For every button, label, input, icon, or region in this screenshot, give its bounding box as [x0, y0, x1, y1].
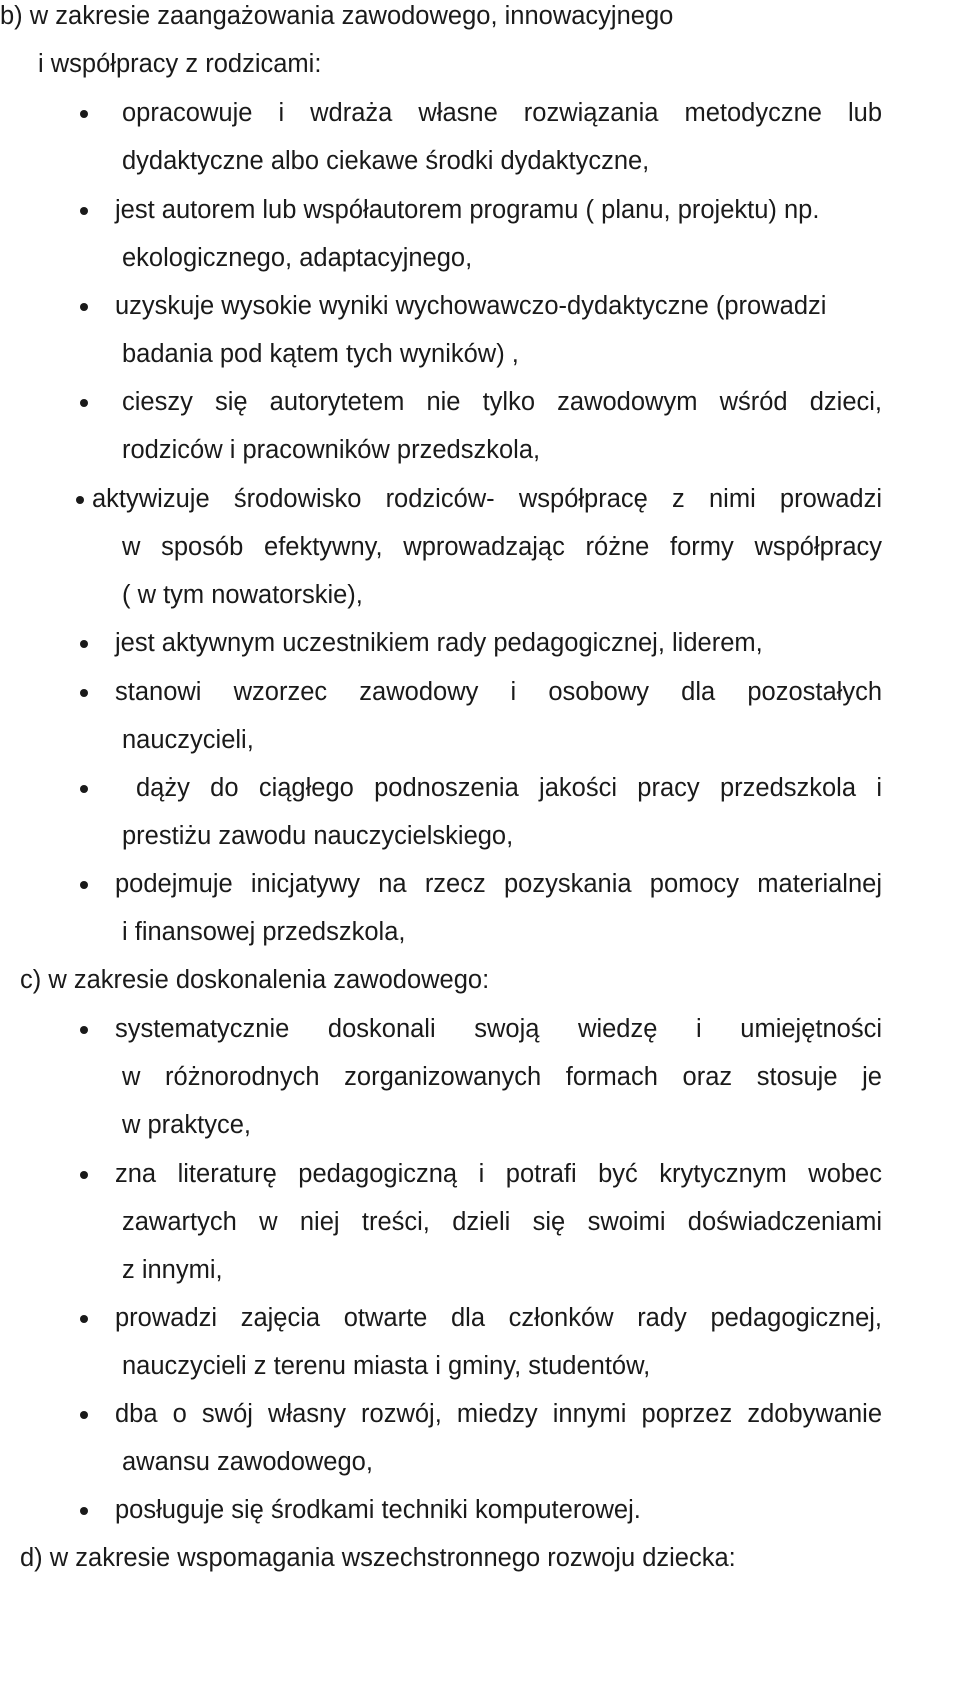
list-item-line: zawartych w niej treści, dzieli się swoimi doświadczeniami	[122, 1208, 882, 1236]
bullet-icon	[80, 1507, 88, 1515]
bullet-icon	[80, 207, 88, 215]
list-item-line: jest aktywnym uczestnikiem rady pedagogicznej, liderem,	[115, 629, 763, 657]
list-item-line: w praktyce,	[122, 1111, 251, 1139]
list-item-line: uzyskuje wysokie wyniki wychowawczo-dydaktyczne (prowadzi	[115, 292, 827, 320]
list-item-line: prestiżu zawodu nauczycielskiego,	[122, 822, 514, 850]
bullet-icon	[80, 110, 88, 118]
bullet-icon	[80, 1315, 88, 1323]
list-item-line: podejmuje inicjatywy na rzecz pozyskania pomocy materialnej	[115, 870, 882, 898]
list-item-line: w różnorodnych zorganizowanych formach oraz stosuje je	[122, 1063, 882, 1091]
bullet-icon	[80, 1026, 88, 1034]
list-item-line: posługuje się środkami techniki komputerowej.	[115, 1496, 641, 1524]
list-item-line: w sposób efektywny, wprowadzając różne formy współpracy	[122, 533, 882, 561]
bullet-icon	[80, 785, 88, 793]
bullet-icon	[76, 496, 84, 504]
list-item-line: awansu zawodowego,	[122, 1448, 373, 1476]
list-item-line: i finansowej przedszkola,	[122, 918, 406, 946]
list-item-line: dydaktyczne albo ciekawe środki dydaktyczne,	[122, 147, 650, 175]
list-item-line: ekologicznego, adaptacyjnego,	[122, 244, 473, 272]
section-c-heading: c) w zakresie doskonalenia zawodowego:	[20, 966, 490, 994]
section-b-heading-line-1: b) w zakresie zaangażowania zawodowego, innowacyjnego	[0, 2, 674, 30]
list-item-line: ( w tym nowatorskie),	[122, 581, 363, 609]
bullet-icon	[80, 1411, 88, 1419]
list-item-line: rodziców i pracowników przedszkola,	[122, 436, 541, 464]
list-item-line: opracowuje i wdraża własne rozwiązania metodyczne lub	[122, 99, 882, 127]
bullet-icon	[80, 689, 88, 697]
list-item-line: dba o swój własny rozwój, miedzy innymi poprzez zdobywanie	[115, 1400, 882, 1428]
section-b-heading-line-2: i współpracy z rodzicami:	[38, 50, 322, 78]
list-item-line: cieszy się autorytetem nie tylko zawodowym wśród dzieci,	[122, 388, 882, 416]
section-d-heading: d) w zakresie wspomagania wszechstronnego rozwoju dziecka:	[20, 1544, 736, 1572]
list-item-line: z innymi,	[122, 1256, 223, 1284]
list-item-line: aktywizuje środowisko rodziców- współpracę z nimi prowadzi	[92, 485, 882, 513]
list-item-line: systematycznie doskonali swoją wiedzę i umiejętności	[115, 1015, 882, 1043]
bullet-icon	[80, 1171, 88, 1179]
list-item-line: dąży do ciągłego podnoszenia jakości pracy przedszkola i	[136, 774, 882, 802]
bullet-icon	[80, 640, 88, 648]
list-item-line: zna literaturę pedagogiczną i potrafi być krytycznym wobec	[115, 1160, 882, 1188]
list-item-line: nauczycieli z terenu miasta i gminy, studentów,	[122, 1352, 651, 1380]
bullet-icon	[80, 399, 88, 407]
list-item-line: badania pod kątem tych wyników) ,	[122, 340, 519, 368]
bullet-icon	[80, 303, 88, 311]
list-item-line: prowadzi zajęcia otwarte dla członków rady pedagogicznej,	[115, 1304, 882, 1332]
list-item-line: stanowi wzorzec zawodowy i osobowy dla pozostałych	[115, 678, 882, 706]
list-item-line: nauczycieli,	[122, 726, 254, 754]
bullet-icon	[80, 881, 88, 889]
list-item-line: jest autorem lub współautorem programu ( planu, projektu) np.	[115, 196, 820, 224]
